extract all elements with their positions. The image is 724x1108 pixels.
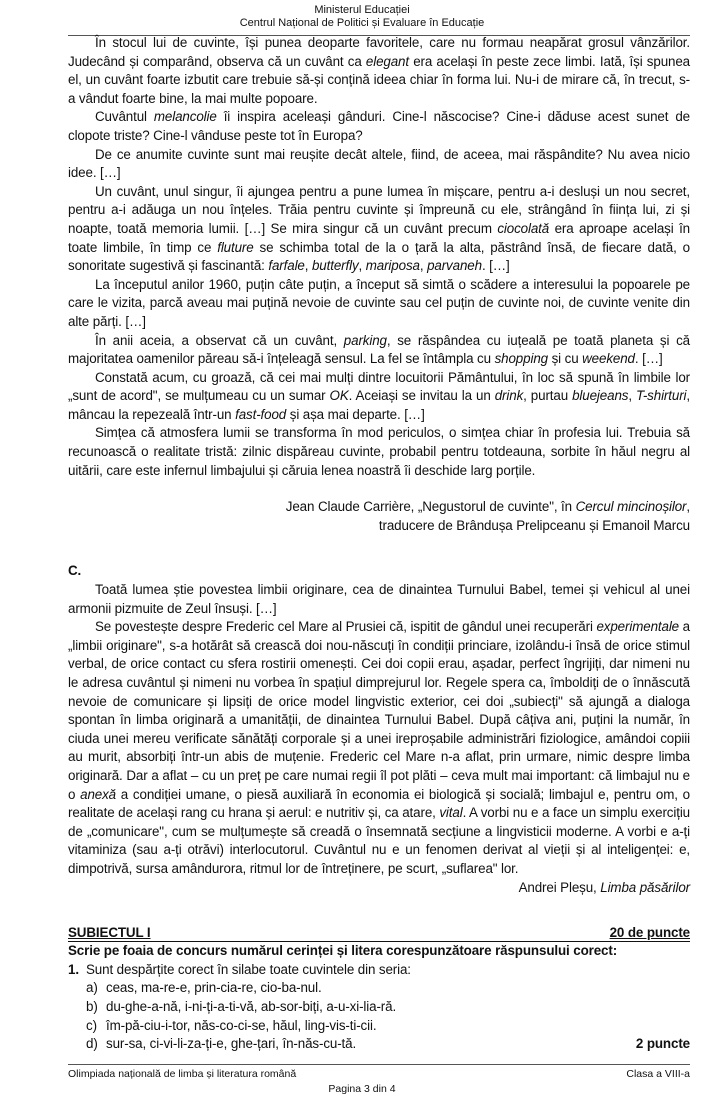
section-c-citation xyxy=(68,879,690,898)
text-run: . […] xyxy=(634,351,663,367)
italic-text: shopping xyxy=(494,351,548,367)
paragraph xyxy=(68,276,690,332)
text-run: și așa mai departe. […] xyxy=(286,406,425,422)
option-text: du-ghe-a-nă, i-ni-ți-a-ti-vă, ab-sor-biți, a-u-xi-lia-ră. xyxy=(106,998,397,1014)
option-c xyxy=(68,1017,690,1036)
text-run: La începutul anilor 1960, puțin câte puțin, a început să simtă o scădere a interesului la popoarele pe care le vizita, parcă aveau mai puțină nevoie de cuvinte sau cel puțin de cuvinte noi, de cuvinte venite din alte părți. […] xyxy=(68,276,690,329)
italic-text: OK xyxy=(329,388,349,404)
paragraph xyxy=(68,332,690,369)
text-run: , xyxy=(628,388,636,404)
text-run: , xyxy=(358,258,366,274)
subject-title: SUBIECTUL I xyxy=(68,925,151,941)
italic-text: Cercul mincinoșilor xyxy=(575,499,687,515)
subject-section xyxy=(68,925,690,1054)
question-points: 2 puncte xyxy=(635,1036,690,1052)
section-b-text xyxy=(68,34,690,480)
text-run: și cu xyxy=(547,351,583,367)
text-run: Cuvântul xyxy=(95,109,154,125)
paragraph xyxy=(68,108,690,145)
option-letter: c) xyxy=(86,1017,97,1033)
option-text: ceas, ma-re-e, prin-cia-re, cio-ba-nul. xyxy=(106,980,322,996)
text-run: În stocul lui de cuvinte, își punea deoparte favoritele, care nu formau neapărat grosul vânzărilor. Judecând și comparând, observa că un cuvânt ca xyxy=(68,35,690,69)
option-d xyxy=(68,1035,690,1054)
page-header xyxy=(0,0,724,30)
italic-text: fluture xyxy=(217,239,254,255)
italic-text: vital xyxy=(439,805,463,821)
paragraph xyxy=(68,369,690,425)
section-c-label: C. xyxy=(68,563,82,579)
option-text: îm-pă-ciu-i-tor, năs-co-ci-se, hăul, ling-vis-ti-cii. xyxy=(106,1017,377,1033)
page-number: Pagina 3 din 4 xyxy=(328,1082,396,1095)
question-number: 1. xyxy=(68,961,79,977)
text-run: îi inspira aceleași gânduri. Cine-l născocise? Cine-i dăduse acest sunet de clopote triste? Cine-l vânduse peste tot în Europa? xyxy=(68,109,690,143)
italic-text: butterfly xyxy=(311,258,359,274)
section-c xyxy=(68,562,690,897)
option-letter: a) xyxy=(86,980,98,996)
text-run: Se povestește despre Frederic cel Mare al Prusiei că, ispitit de gândul unei recuperări xyxy=(95,619,597,635)
page-footer-area xyxy=(0,1054,724,1108)
question-text: Sunt despărțite corect în silabe toate cuvintele din seria: xyxy=(86,961,411,977)
text-run: Andrei Pleșu, xyxy=(518,879,601,895)
question-1 xyxy=(68,961,690,980)
text-run: , xyxy=(419,258,428,274)
text-run: traducere de Brândușa Prelipceanu și Emanoil Marcu xyxy=(378,517,690,533)
italic-text: Limba păsărilor xyxy=(600,879,690,895)
citation-line-1 xyxy=(68,498,690,517)
text-run: Un cuvânt, unul singur, îi ajungea pentru a pune lumea în mișcare, pentru a-i desluși un nou secret, pentru a-i adăuga un nou înțeles. Trăia pentru cuvinte și împreună cu ele, strângând în ființa lui, zi și noapte, toată memoria lumii. […] Se mira singur că un cuvânt precum xyxy=(68,183,690,236)
italic-text: melancolie xyxy=(153,109,217,125)
text-run: , se răspândea cu iuțeală pe toată planeta și că majoritatea oamenilor păreau să-i înțeleagă sensul. La fel se întâmpla cu xyxy=(68,332,690,367)
italic-text: T-shirturi xyxy=(636,388,687,404)
text-run: Constată acum, cu groază, că cei mai mulți dintre locuitorii Pământului, în loc să spună în limbile lor „sunt de acord", se mulțumeau cu un sumar xyxy=(68,369,690,404)
text-run: a „limbii originare", s-a hotărât să crească doi nou-născuți în condiții princiare, izolându-i însă de orice stimul verbal, de orice contact cu sfera rostirii omenești. Cei doi copii erau, așadar, perfect îngrijiți, dar nimeni nu le adresa cuvântul și nimeni nu vorbea în spațiul dimprejurul lor. Regele spera ca, îmboldiți de o înnăscută nevoie de comunicare și lipsiți de orice model lingvistic exterior, cei doi „subiecți" să ajungă a dialoga spontan în limba originară a umanității, de dinaintea Turnului Babel. După câțiva ani, puțini la număr, în ciuda unei mereu verificate sănătăți corporale și a unei ireproșabile administrări fiziologice, amândoi copiii au murit, absorbiți într-un abis de muțenie. Frederic cel Mare n-a aflat, prin urmare, nimic despre limba originară. Dar a aflat – cu un preț pe care numai regii îl pot plăti – ceva mult mai important: că limbajul nu e o xyxy=(68,619,690,802)
italic-text: farfale xyxy=(268,258,305,274)
italic-text: parvaneh xyxy=(427,258,482,274)
option-letter: d) xyxy=(86,1036,98,1052)
text-run: . […] xyxy=(481,258,510,274)
subject-heading xyxy=(68,925,690,942)
text-run: , xyxy=(686,499,690,515)
italic-text: experimentale xyxy=(596,619,680,635)
text-run: era aproape același în toate limbile, în timp ce xyxy=(68,220,690,255)
text-run: . A vorbi nu e a face un simplu exercițiu de „comunicare", cum se mulțumește să creadă o însemnată secțiune a lingvisticii moderne. A vorbi e a-ți vitaminiza (sau a-ți otrăvi) interlocutorul. Cuvântul nu e un fenomen derivat al vieții și al inteligenței: e, dimpotrivă, sursa amândurora, ritmul lor de întreținere, pe scurt, „suflarea" lor. xyxy=(68,805,690,876)
text-run: , xyxy=(304,258,312,274)
citation-line-2 xyxy=(68,517,690,536)
section-c-text xyxy=(68,581,690,879)
paragraph xyxy=(68,34,690,108)
paragraph xyxy=(68,146,690,183)
paragraph xyxy=(68,183,690,276)
footer-class: Clasa a VIII-a xyxy=(626,1067,690,1080)
paragraph xyxy=(68,424,690,480)
option-text: sur-sa, ci-vi-li-za-ți-e, ghe-țari, în-năs-cu-tă. xyxy=(106,1036,357,1052)
paragraph xyxy=(68,581,690,618)
option-a xyxy=(68,979,690,998)
text-run: . Aceiași se invitau la un xyxy=(348,388,495,404)
text-run: , purtau xyxy=(523,388,573,404)
paragraph xyxy=(68,618,690,878)
text-run: a condiției umane, o piesă auxiliară în economia ei biologică și socială; limbajul e, pentru om, o realitate de același rang cu hrana și aerul: e nutritiv și, ca atare, xyxy=(68,786,690,821)
header-center: Centrul Național de Politici și Evaluare în Educație xyxy=(239,17,485,29)
text-run: În anii aceia, a observat că un cuvânt, xyxy=(95,332,344,348)
italic-text: bluejeans xyxy=(572,388,629,404)
subject-instruction: Scrie pe foaia de concurs numărul cerinței și litera corespunzătoare răspunsului corect: xyxy=(68,943,618,959)
option-letter: b) xyxy=(86,998,98,1014)
footer-rule xyxy=(68,1064,690,1065)
italic-text: drink xyxy=(494,388,524,404)
text-run: De ce anumite cuvinte sunt mai reușite decât altele, fiind, de aceea, mai răspândite? Nu avea nicio idee. […] xyxy=(68,146,690,181)
italic-text: anexă xyxy=(80,786,117,802)
option-b xyxy=(68,998,690,1017)
header-ministry: Ministerul Educației xyxy=(314,4,410,16)
italic-text: elegant xyxy=(365,53,409,69)
text-run: , mâncau la repezeală într-un xyxy=(68,388,690,422)
italic-text: weekend xyxy=(582,351,635,367)
text-run: Toată lumea știe povestea limbii originare, cea de dinaintea Turnului Babel, temei și vehicul al unei armonii pizmuite de Zeul însuși. […] xyxy=(68,582,690,616)
text-run: se schimba total de la o țară la alta, păstrând însă, de fiecare dată, o sonoritate sugestivă și fascinantă: xyxy=(68,239,691,274)
italic-text: parking xyxy=(343,332,387,348)
text-run: era același în peste zece limbi. Iată, își spunea el, un cuvânt foarte izbutit care trebuie să-și conțină ideea chiar în forma lui. Nu-i de mirare că, în trecut, s-a vândut foarte bine, la mai multe popoare. xyxy=(68,53,690,106)
section-b-citation xyxy=(68,498,690,535)
italic-text: ciocolată xyxy=(497,220,550,236)
footer-olympiad: Olimpiada națională de limba și literatura română xyxy=(68,1067,297,1080)
text-run: Jean Claude Carrière, „Negustorul de cuvinte", în xyxy=(285,499,576,515)
italic-text: mariposa xyxy=(365,258,420,274)
text-run: Simțea că atmosfera lumii se transforma în mod periculos, o simțea chiar în profesia lui. Trebuia să recunoască o realitate tristă: zilnic dispăreau cuvinte, probabil pentru totdeauna, sorbite în hăul negru al uitării, care este infernul limbajului și căruia lenea noastră îi deschide larg porțile. xyxy=(68,425,690,478)
italic-text: fast-food xyxy=(235,406,287,422)
subject-points: 20 de puncte xyxy=(609,925,690,941)
page-footer xyxy=(68,1068,690,1081)
